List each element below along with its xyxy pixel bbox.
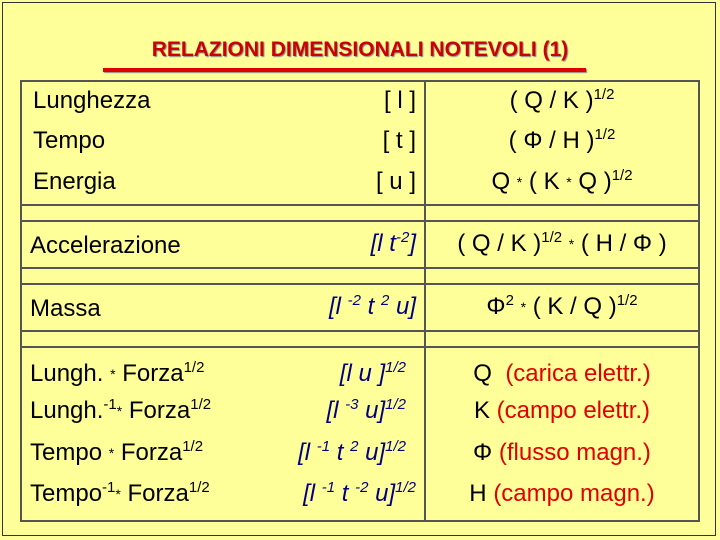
- row-divider: [20, 267, 700, 269]
- lunghinv-forza-result: K (campo elettr.): [473, 397, 651, 424]
- row-divider: [20, 330, 700, 332]
- table-bottom-border: [20, 520, 700, 522]
- table-right-border: [698, 80, 700, 522]
- massa-relation: $\Phi^2$ * ( K / Q )$^{1/2}$: [486, 292, 638, 320]
- title-underline: [103, 68, 586, 72]
- lunghezza-relation: ( Q / K )$^{1/2}$: [509, 86, 615, 114]
- tempo-relation: ( Φ / H )$^{1/2}$: [508, 126, 616, 154]
- massa-dimension: [l $^{-2}$ t $^2$ u]: [328, 292, 416, 320]
- table-top-border: [20, 80, 700, 82]
- column-divider: [424, 80, 426, 522]
- row-divider: [20, 204, 700, 206]
- massa-label: Massa: [30, 295, 101, 322]
- tempo-label: Tempo: [33, 127, 106, 154]
- lungh-forza-result: Q (carica elettr.): [473, 360, 651, 387]
- tempoinv-forza-label: Tempo$^{-1}$* Forza$^{1/2}$: [30, 479, 210, 507]
- slide-title: RELAZIONI DIMENSIONALI NOTEVOLI (1): [151, 38, 569, 61]
- table-left-border: [20, 80, 22, 522]
- tempo-dimension: [ t ]: [382, 127, 416, 154]
- tempo-forza-result: Φ (flusso magn.): [473, 439, 651, 466]
- energia-relation: Q * ( K * Q )$^{1/2}$: [491, 167, 633, 195]
- tempoinv-forza-result: H (campo magn.): [469, 480, 655, 507]
- row-divider: [20, 346, 700, 348]
- accelerazione-dimension: [l $t^{-2}$]: [370, 229, 416, 257]
- lunghezza-label: Lunghezza: [33, 87, 151, 114]
- row-divider: [20, 283, 700, 285]
- energia-label: Energia: [33, 168, 116, 195]
- lungh-forza-label: Lungh. * Forza$^{1/2}$: [30, 359, 205, 387]
- lunghinv-forza-label: Lungh.$^{-1}$* Forza$^{1/2}$: [30, 396, 212, 424]
- tempo-forza-dimension: [l $^{-1}$ t $^2$ u]$^{1/2}$: [298, 438, 406, 466]
- row-divider: [20, 220, 700, 222]
- accelerazione-relation: ( Q / K )$^{1/2}$ * ( H / Φ ): [457, 229, 667, 257]
- lunghezza-dimension: [ l ]: [383, 87, 416, 114]
- lunghinv-forza-dimension: [l $^{-3}$ u]$^{1/2}$: [326, 396, 406, 424]
- energia-dimension: [ u ]: [375, 168, 416, 195]
- accelerazione-label: Accelerazione: [30, 232, 181, 259]
- lungh-forza-dimension: [l u ]$^{1/2}$: [339, 359, 406, 387]
- tempoinv-forza-dimension: [l $^{-1}$ t $^{-2}$ u]$^{1/2}$: [303, 479, 416, 507]
- tempo-forza-label: Tempo * Forza$^{1/2}$: [30, 438, 204, 466]
